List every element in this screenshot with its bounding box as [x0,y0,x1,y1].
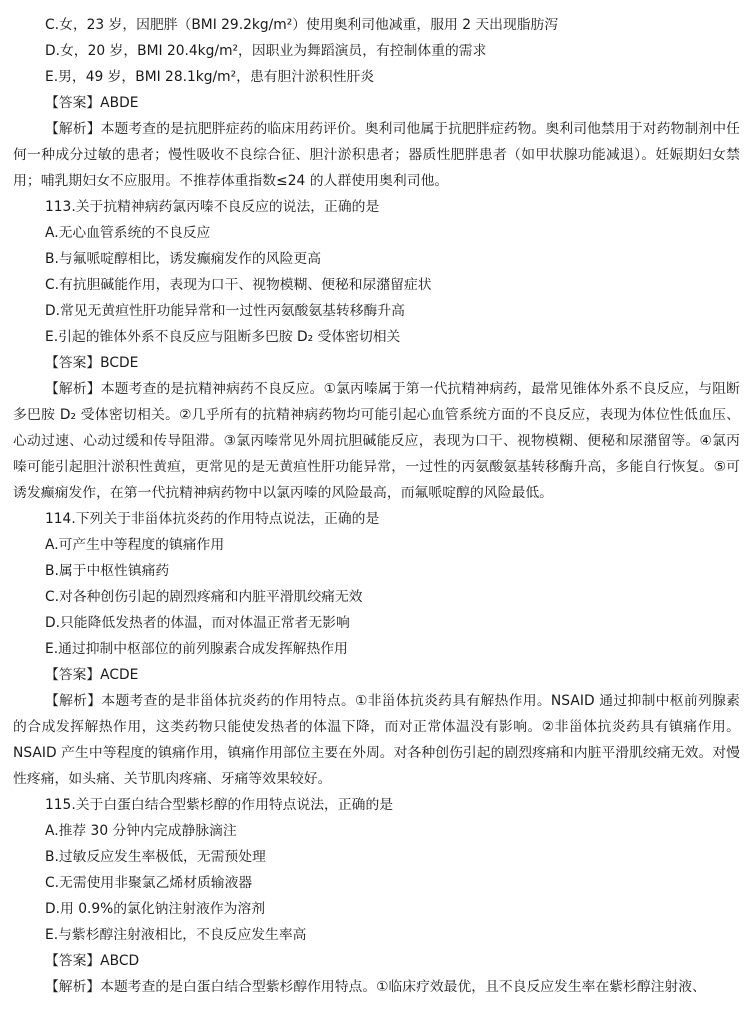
analysis-113: 【解析】本题考查的是抗精神病药不良反应。①氯丙嗪属于第一代抗精神病药，最常见锥体外系不良反应，与阻断多巴胺 D₂ 受体密切相关。②几乎所有的抗精神病药物均可能引起心血管系统方面的不良反应，表现为体位性低血压、心动过速、心动过缓和传导阻滞。③氯丙嗪常见外周抗胆碱能反应，表现为口干、视物模糊、便秘和尿潴留等。④氯丙嗪可能引起胆汁淤积性黄疸，更常见的是无黄疸性肝功能异常，一过性的丙氨酸氨基转移酶升高，多能自行恢复。⑤可诱发癫痫发作，在第一代抗精神病药物中以氯丙嗪的风险最高，而氟哌啶醇的风险最低。 [13,381,740,501]
option-c: C.有抗胆碱能作用，表现为口干、视物模糊、便秘和尿潴留症状 [45,277,432,293]
answer-114: 【答案】ACDE [45,667,139,683]
option-d: D.常见无黄疸性肝功能异常和一过性丙氨酸氨基转移酶升高 [45,303,405,319]
option-d: D.用 0.9%的氯化钠注射液作为溶剂 [45,901,266,917]
option-d: D.女，20 岁，BMI 20.4kg/m²，因职业为舞蹈演员，有控制体重的需求 [45,43,487,59]
option-a: A.无心血管系统的不良反应 [45,225,211,241]
answer-113: 【答案】BCDE [45,355,139,371]
option-e: E.与紫杉醇注射液相比，不良反应发生率高 [45,927,307,943]
analysis-114: 【解析】本题考查的是非甾体抗炎药的作用特点。①非甾体抗炎药具有解热作用。NSAID 通过抑制中枢前列腺素的合成发挥解热作用，这类药物只能使发热者的体温下降，而对正常体温没有影响。②非甾体抗炎药具有镇痛作用。NSAID 产生中等程度的镇痛作用，镇痛作用部位主要在外周。对各种创伤引起的剧烈疼痛和内脏平滑肌绞痛无效。对慢性疼痛，如头痛、关节肌肉疼痛、牙痛等效果较好。 [13,693,740,787]
option-e: E.男，49 岁，BMI 28.1kg/m²，患有胆汁淤积性肝炎 [45,69,375,85]
option-c: C.对各种创伤引起的剧烈疼痛和内脏平滑肌绞痛无效 [45,589,363,605]
analysis-115: 【解析】本题考查的是白蛋白结合型紫杉醇作用特点。①临床疗效最优，且不良反应发生率在紫杉醇注射液、 [45,979,706,995]
option-c: C.女，23 岁，因肥胖（BMI 29.2kg/m²）使用奥利司他减重，服用 2 天出现脂肪泻 [45,17,559,33]
option-d: D.只能降低发热者的体温，而对体温正常者无影响 [45,615,350,631]
option-c: C.无需使用非聚氯乙烯材质输液器 [45,875,253,891]
option-e: E.通过抑制中枢部位的前列腺素合成发挥解热作用 [45,641,348,657]
answer-112: 【答案】ABDE [45,95,139,111]
answer-115: 【答案】ABCD [45,953,140,969]
question-113: 113.关于抗精神病药氯丙嗪不良反应的说法，正确的是 [45,199,380,215]
option-b: B.过敏反应发生率极低，无需预处理 [45,849,266,865]
option-b: B.与氟哌啶醇相比，诱发癫痫发作的风险更高 [45,251,321,267]
analysis-112: 【解析】本题考查的是抗肥胖症药的临床用药评价。奥利司他属于抗肥胖症药物。奥利司他禁用于对药物制剂中任何一种成分过敏的患者；慢性吸收不良综合征、胆汁淤积患者；器质性肥胖患者（如甲状腺功能减退）。妊娠期妇女禁用；哺乳期妇女不应服用。不推荐体重指数≤24 的人群使用奥利司他。 [13,121,740,189]
question-114: 114.下列关于非甾体抗炎药的作用特点说法，正确的是 [45,511,380,527]
option-e: E.引起的锥体外系不良反应与阻断多巴胺 D₂ 受体密切相关 [45,329,401,345]
option-a: A.推荐 30 分钟内完成静脉滴注 [45,823,237,839]
option-a: A.可产生中等程度的镇痛作用 [45,537,225,553]
question-115: 115.关于白蛋白结合型紫杉醇的作用特点说法，正确的是 [45,797,394,813]
option-b: B.属于中枢性镇痛药 [45,563,170,579]
